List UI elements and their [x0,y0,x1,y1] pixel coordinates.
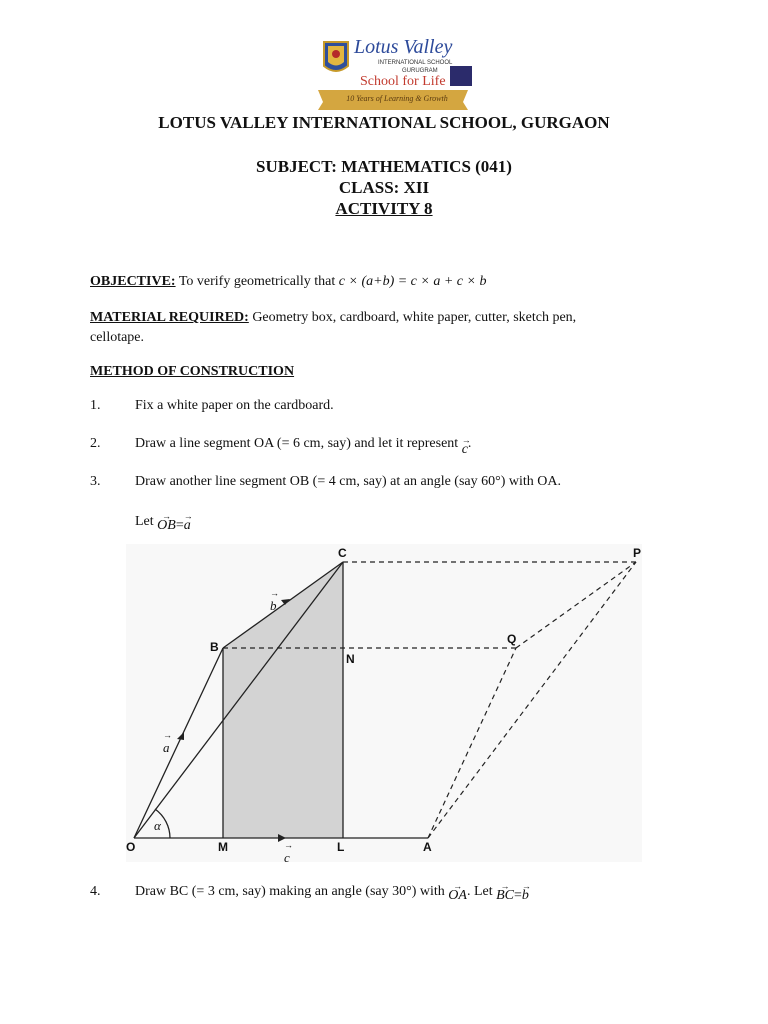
step-2-vec: → c [462,440,468,460]
objective [90,272,486,292]
logo-city: GURUGRAM [402,68,438,74]
angle-alpha: α [154,818,161,833]
point-a: A [423,840,432,854]
step-4-mid: . Let [466,884,493,899]
point-p: P [633,546,642,560]
step-4-eq: = [513,888,522,903]
vector-a-label [163,740,170,756]
class-heading: CLASS: XII [338,178,430,197]
point-o: O [126,840,136,854]
point-c: C [338,546,347,560]
step-4-vec-oa: → OA [448,886,467,906]
activity-heading: ACTIVITY 8 [335,199,433,218]
let-vec-a: → a [184,516,191,536]
point-n: N [346,652,355,666]
material-text-cont: cellotape. [90,330,145,345]
step-4 [135,882,529,902]
construction-diagram [126,544,642,866]
step-4-vec-bc: → BC [496,886,514,906]
school-logo [318,34,478,112]
step-3-text: Draw another line segment OB (= 4 cm, say) at an angle (say 60°) with OA. [135,474,561,489]
point-l: L [337,840,345,854]
vector-a-symbol: → a [163,740,170,756]
let-prefix: Let [135,514,154,529]
point-m: M [218,840,228,854]
material-required [90,308,650,328]
vector-c-symbol: → c [284,850,290,866]
point-b: B [210,640,219,654]
objective-label: OBJECTIVE: [90,274,176,289]
let-line [135,512,191,532]
material-text: Geometry box, cardboard, white paper, cutter, sketch pen, [252,310,577,325]
step-4-vec-b: → b [522,886,529,906]
let-vec-ob: → OB [157,516,176,536]
logo-subline: INTERNATIONAL SCHOOL [378,60,453,66]
subject-heading: SUBJECT: MATHEMATICS (041) [256,157,512,176]
objective-text: To verify geometrically that [178,274,336,289]
step-4-text: Draw BC (= 3 cm, say) making an angle (say 30°) with [135,884,445,899]
step-4-num: 4. [90,884,101,899]
objective-formula: c × (a+b) = c × a + c × b [338,274,487,289]
method-heading: METHOD OF CONSTRUCTION [90,364,295,379]
let-eq: = [175,518,184,533]
vector-c-label [284,850,290,866]
diagram-background [126,544,642,862]
step-2 [135,434,472,457]
step-1-num: 1. [90,398,101,413]
logo-tagline: School for Life [360,74,446,89]
step-2-num: 2. [90,436,101,451]
step-2-text: Draw a line segment OA (= 6 cm, say) and let it represent [135,436,459,451]
logo-badge [450,66,472,86]
step-1-text: Fix a white paper on the cardboard. [135,398,334,413]
vector-b-label [270,598,277,614]
logo-name: Lotus Valley [354,36,453,58]
step-3-num: 3. [90,474,101,489]
step-2-tail: . [467,436,472,451]
material-label: MATERIAL REQUIRED: [90,310,249,325]
logo-ribbon-text: 10 Years of Learning & Growth [346,94,448,103]
school-name: LOTUS VALLEY INTERNATIONAL SCHOOL, GURGAON [158,113,610,132]
vector-b-symbol: → b [270,598,277,614]
point-q: Q [507,632,517,646]
